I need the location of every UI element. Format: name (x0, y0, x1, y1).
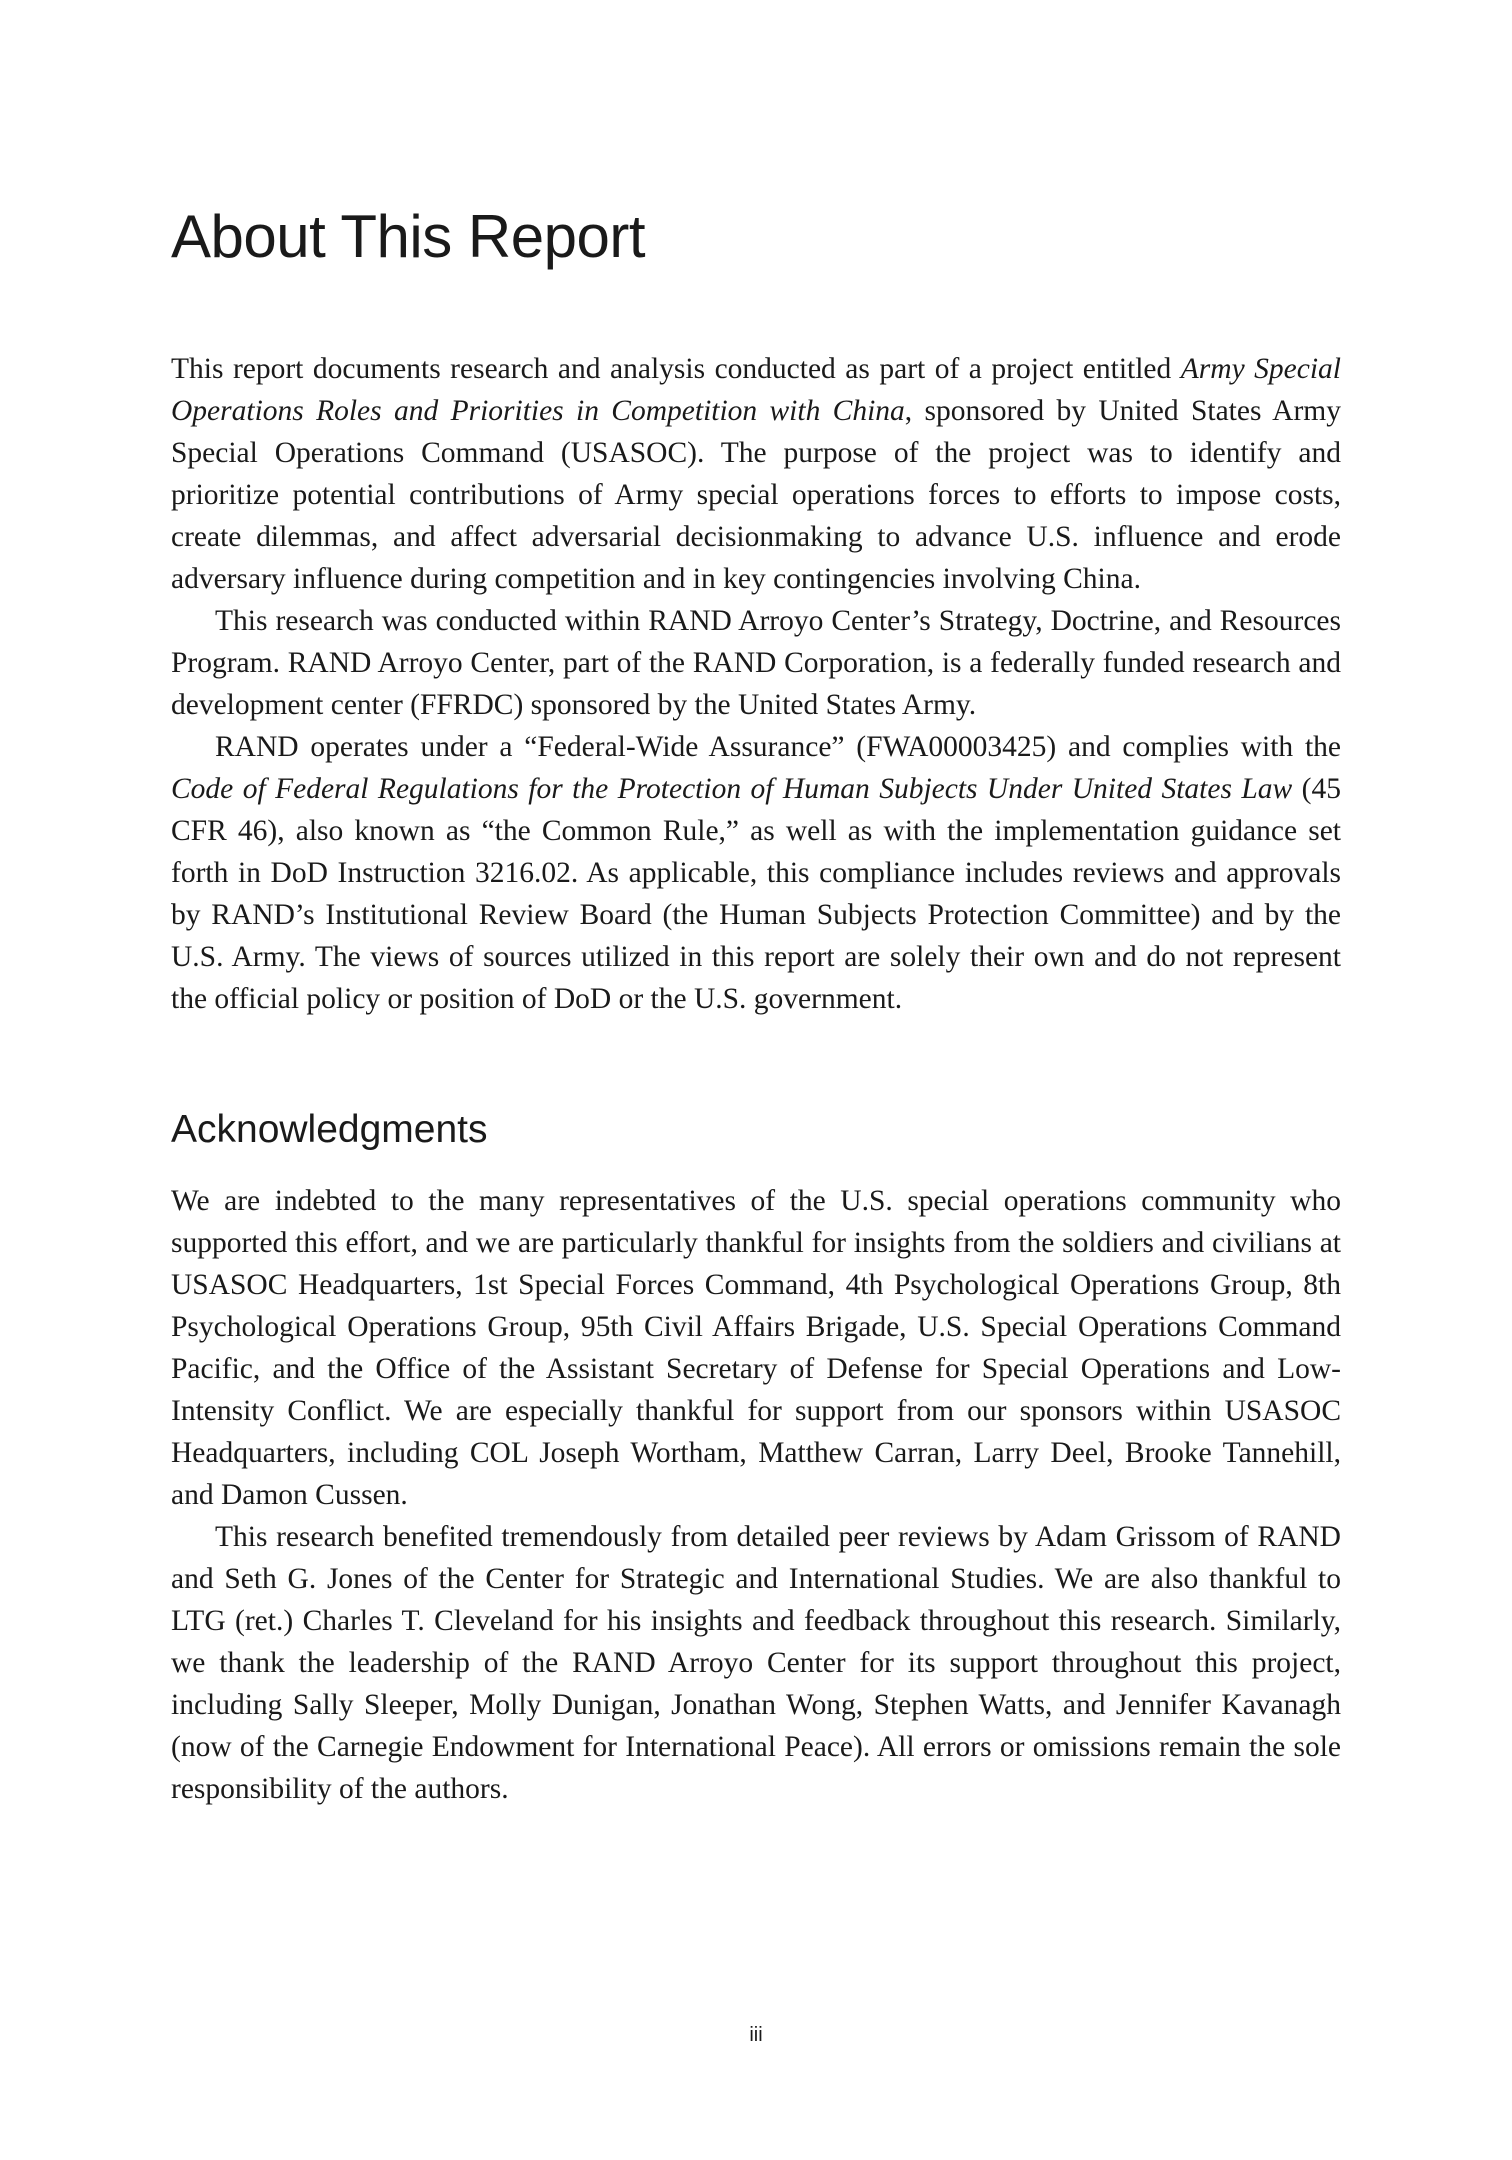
acknowledgments-body (171, 1180, 1341, 1810)
regulation-title-italic: Code of Federal Regulations for the Protection of Human Subjects Under United States Law (171, 773, 1293, 805)
about-body (171, 348, 1341, 1020)
page-number: iii (749, 2024, 763, 2046)
about-paragraph-2: This research was conducted within RAND Arroyo Center’s Strategy, Doctrine, and Resources Program. RAND Arroyo Center, part of the RAND Corporation, is a federally funded research and development center (FFRDC) sponsored by the United States Army. (171, 605, 1341, 721)
about-paragraph-1 (171, 348, 1341, 600)
project-title-italic: Army Special Operations Roles and Priorities in Competition with China (171, 353, 1341, 427)
about-paragraph-3-text-b: (45 CFR 46), also known as “the Common Rule,” as well as with the implementation guidance set forth in DoD Instruction 3216.02. As applicable, this compliance includes reviews and approvals by RAND’s Institutional Review Board (the Human Subjects Protection Committee) and by the U.S. Army. The views of sources utilized in this report are solely their own and do not represent the official policy or position of DoD or the U.S. government. (171, 773, 1341, 1015)
acknowledgments-paragraph-2: This research benefited tremendously from detailed peer reviews by Adam Grissom of RAND and Seth G. Jones of the Center for Strategic and International Studies. We are also thankful to LTG (ret.) Charles T. Cleveland for his insights and feedback throughout this research. Similarly, we thank the leadership of the RAND Arroyo Center for its support throughout this project, including Sally Sleeper, Molly Dunigan, Jonathan Wong, Stephen Watts, and Jennifer Kavanagh (now of the Carnegie Endowment for International Peace). All errors or omissions remain the sole responsibility of the authors. (171, 1521, 1341, 1805)
acknowledgments-paragraph-1: We are indebted to the many representatives of the U.S. special operations community who supported this effort, and we are particularly thankful for insights from the soldiers and civilians at USASOC Headquarters, 1st Special Forces Command, 4th Psychological Operations Group, 8th Psychological Operations Group, 95th Civil Affairs Brigade, U.S. Special Operations Command Pacific, and the Office of the Assistant Secretary of Defense for Special Operations and Low-Intensity Conflict. We are especially thankful for support from our sponsors within USASOC Headquarters, including COL Joseph Wortham, Matthew Carran, Larry Deel, Brooke Tannehill, and Damon Cussen. (171, 1185, 1341, 1511)
about-paragraph-1-text-b: , sponsored by United States Army Special Operations Command (USASOC). The purpose of the project was to identify and prioritize potential contributions of Army special operations forces to efforts to impose costs, create dilemmas, and affect adversarial decisionmaking to advance U.S. influence and erode adversary influence during competition and in key contingencies involving China. (171, 395, 1341, 595)
about-paragraph-3 (171, 726, 1341, 1020)
about-paragraph-3-text-a: RAND operates under a “Federal-Wide Assurance” (FWA00003425) and complies with the (215, 731, 1341, 763)
page-title: About This Report (171, 203, 645, 270)
acknowledgments-heading: Acknowledgments (171, 1108, 488, 1151)
about-paragraph-1-text-a: This report documents research and analysis conducted as part of a project entitled (171, 353, 1181, 385)
